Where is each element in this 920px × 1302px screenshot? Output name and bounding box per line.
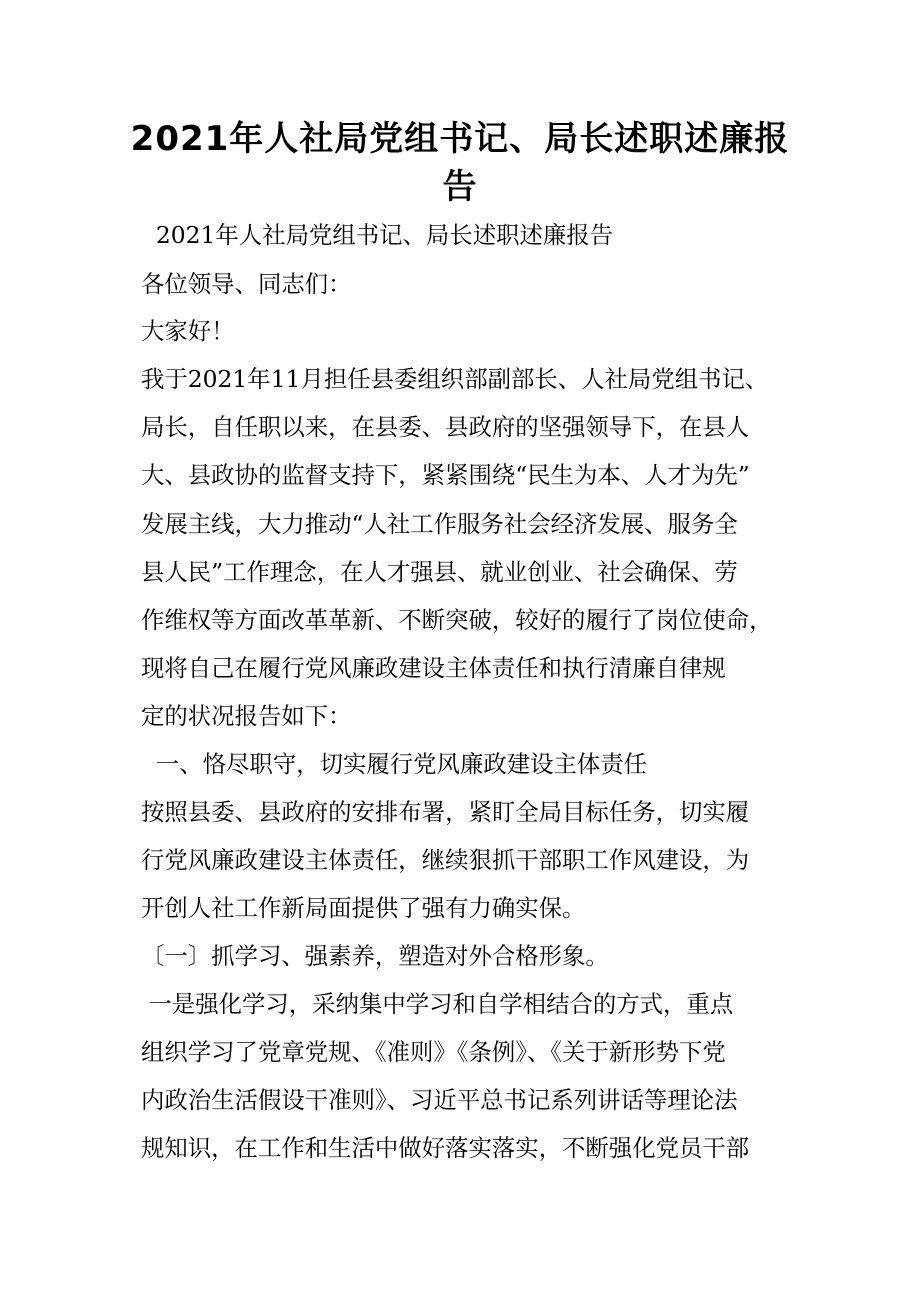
salutation-line: 各位领导、同志们： bbox=[141, 270, 352, 298]
body-line: 一是强化学习，采纳集中学习和自学相结合的方式，重点 bbox=[141, 990, 734, 1018]
subsection-heading-1: 〔一〕抓学习、强素养，塑造对外合格形象。 bbox=[141, 942, 609, 970]
subtitle-line: 2021年人社局党组书记、局长述职述廉报告 bbox=[141, 221, 614, 249]
body-line: 内政治生活假设干准则》、习近平总书记系列讲话等理论法 bbox=[141, 1086, 738, 1114]
body-line: 大、县政协的监督支持下，紧紧围绕“民生为本、人才为先” bbox=[141, 461, 750, 489]
body-line: 行党风廉政建设主体责任，继续狠抓干部职工作风建设，为 bbox=[141, 846, 750, 874]
document-title-line-1: 2021年人社局党组书记、局长述职述廉报 bbox=[130, 119, 790, 159]
body-line: 开创人社工作新局面提供了强有力确实保。 bbox=[141, 894, 586, 922]
body-line: 按照县委、县政府的安排布署，紧盯全局目标任务，切实履 bbox=[141, 798, 750, 826]
section-heading-1: 一、恪尽职守，切实履行党风廉政建设主体责任 bbox=[141, 750, 648, 778]
greeting-line: 大家好！ bbox=[141, 317, 235, 345]
document-title-line-2: 告 bbox=[442, 167, 478, 207]
body-line: 发展主线，大力推动“人社工作服务社会经济发展、服务全 bbox=[141, 510, 738, 538]
body-line: 我于2021年11月担任县委组织部副部长、人社局党组书记、 bbox=[141, 365, 769, 393]
body-line: 组织学习了党章党规、《准则》《条例》、《关于新形势下党 bbox=[141, 1038, 726, 1066]
body-line: 定的状况报告如下： bbox=[141, 702, 352, 730]
body-line: 县人民”工作理念，在人才强县、就业创业、社会确保、劳 bbox=[141, 558, 738, 586]
body-line: 规知识，在工作和生活中做好落实落实，不断强化党员干部 bbox=[141, 1134, 750, 1162]
body-line: 局长，自任职以来，在县委、县政府的坚强领导下，在县人 bbox=[141, 413, 750, 441]
body-line: 作维权等方面改革革新、不断突破，较好的履行了岗位使命， bbox=[141, 606, 773, 634]
body-line: 现将自己在履行党风廉政建设主体责任和执行清廉自律规 bbox=[141, 654, 726, 682]
